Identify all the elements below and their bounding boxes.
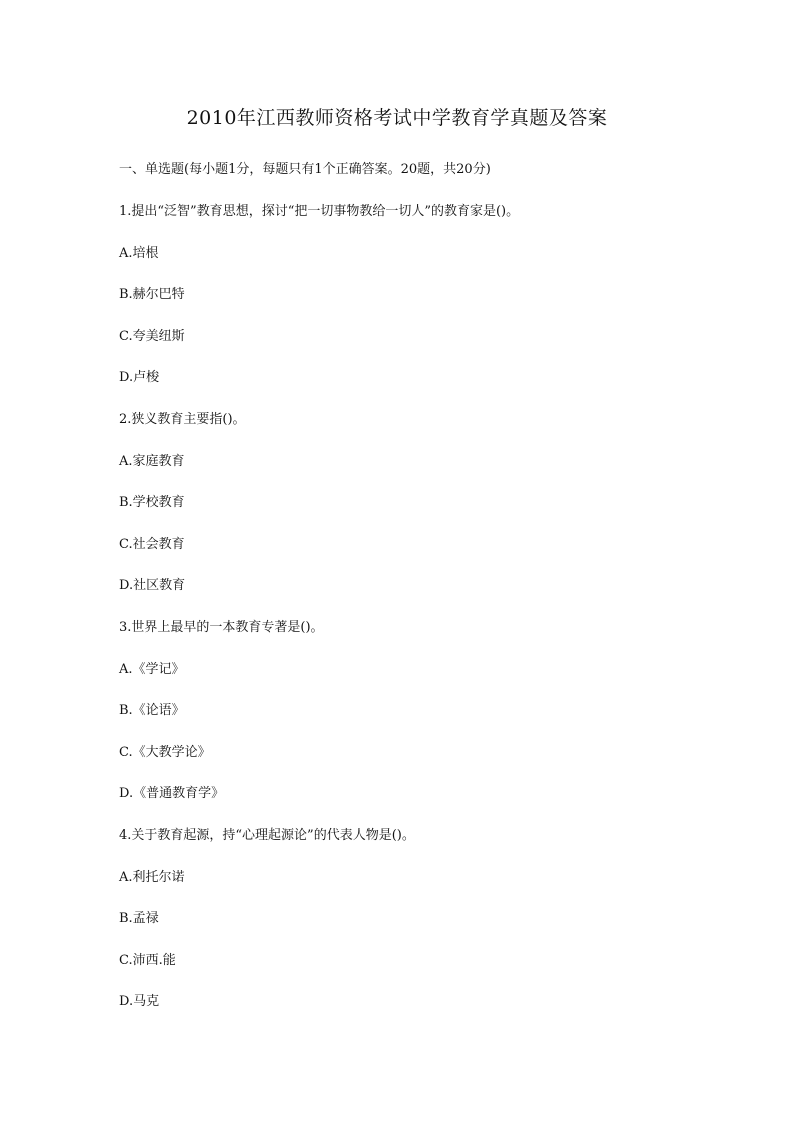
question-2-option-b: B.学校教育 (119, 495, 185, 511)
question-3-option-b: B.《论语》 (119, 703, 185, 719)
question-3-stem: 3.世界上最早的一本教育专著是()。 (119, 619, 324, 635)
question-2-option-a: A.家庭教育 (119, 453, 185, 469)
question-1-stem: 1.提出“泛智”教育思想，探讨“把一切事物教给一切人”的教育家是()。 (119, 204, 520, 219)
question-4-stem: 4.关于教育起源，持“心理起源论”的代表人物是()。 (119, 827, 415, 843)
question-2-stem: 2.狭义教育主要指()。 (119, 411, 246, 427)
question-list (119, 202, 719, 1034)
document-title: 2010年江西教师资格考试中学教育学真题及答案 (186, 107, 608, 129)
question-1-option-d: D.卢梭 (119, 370, 160, 386)
question-1-option-c: C.夸美纽斯 (119, 328, 185, 344)
question-1-option-a: A.培根 (119, 245, 159, 261)
question-4-option-b: B.孟禄 (119, 911, 159, 927)
question-4-option-a: A.利托尔诺 (119, 869, 185, 885)
question-4-option-d: D.马克 (119, 994, 160, 1010)
question-2-option-c: C.社会教育 (119, 536, 185, 552)
question-1-option-b: B.赫尔巴特 (119, 287, 185, 303)
question-3-option-a: A.《学记》 (119, 661, 185, 677)
question-4-option-c: C.沛西.能 (119, 952, 176, 968)
question-3-option-d: D.《普通教育学》 (119, 786, 225, 802)
question-3-option-c: C.《大教学论》 (119, 744, 211, 760)
question-2-option-d: D.社区教育 (119, 578, 186, 594)
section-heading: 一、单选题(每小题1分，每题只有1个正确答案。20题，共20分) (119, 162, 491, 177)
